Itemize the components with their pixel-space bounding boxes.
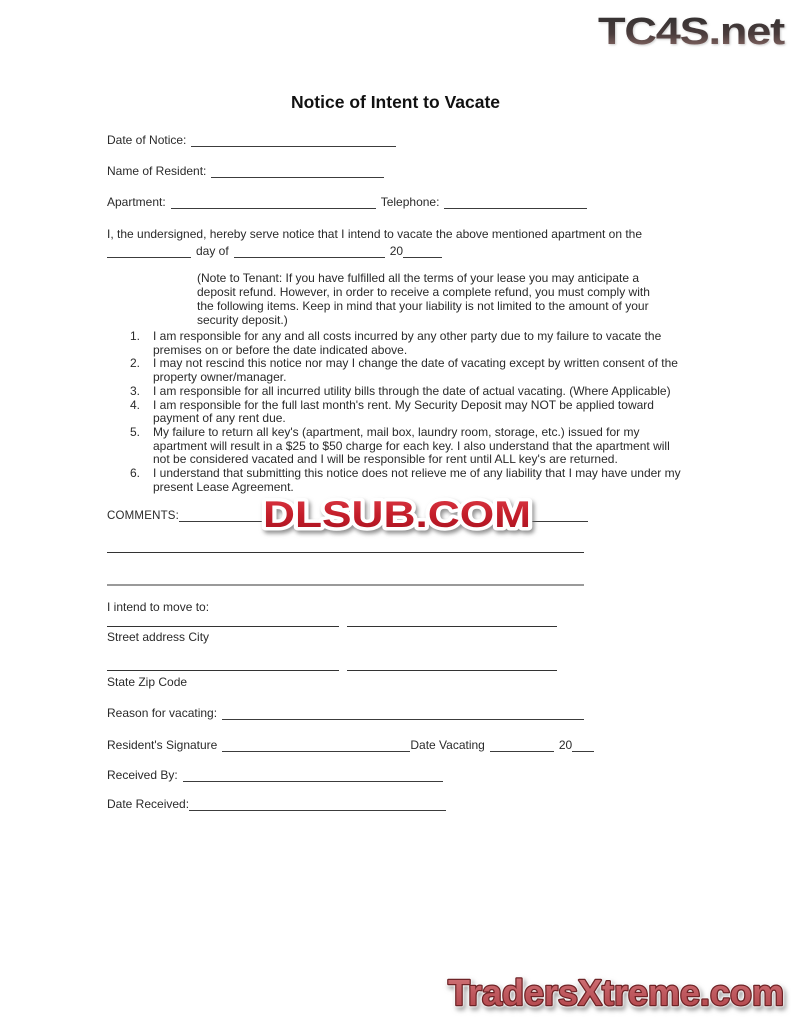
term-text: I may not rescind this notice nor may I change the date of vacating except by written consent of the property owner/manager. bbox=[153, 356, 678, 385]
date-vacating-blank bbox=[490, 738, 554, 752]
signature-row bbox=[107, 738, 594, 753]
telephone-label: Telephone: bbox=[380, 195, 440, 209]
received-by-label: Received By: bbox=[107, 768, 178, 782]
term-item-4 bbox=[130, 399, 688, 426]
intend-move-label: I intend to move to: bbox=[107, 600, 210, 614]
term-number: 5. bbox=[130, 424, 141, 439]
vacate-year-blank bbox=[403, 244, 442, 258]
signature-year-blank bbox=[572, 738, 594, 752]
term-text: I am responsible for the full last month's rent. My Security Deposit may NOT be applied toward payment of any rent due. bbox=[153, 397, 654, 426]
zip-blank bbox=[347, 670, 557, 671]
apartment-label: Apartment: bbox=[107, 195, 166, 209]
city-blank bbox=[347, 626, 557, 627]
intend-move-row bbox=[107, 600, 209, 615]
term-item-5 bbox=[130, 426, 688, 467]
tradersxtreme-logo-text: TradersXtreme.com bbox=[448, 972, 784, 1013]
term-item-2 bbox=[130, 357, 688, 384]
term-text: I am responsible for any and all costs incurred by any other party due to my failure to vacate the premises on or before the date indicated above. bbox=[153, 329, 662, 357]
comments-blank-2 bbox=[107, 552, 584, 553]
intro-paragraph bbox=[107, 226, 707, 260]
name-of-resident-row bbox=[107, 164, 384, 179]
day-of-label: day of bbox=[196, 244, 229, 258]
street-city-caption: Street address City bbox=[107, 630, 210, 644]
intro-line1: I, the undersigned, hereby serve notice that I intend to vacate the above mentioned apartment on the bbox=[107, 227, 643, 241]
term-number: 4. bbox=[130, 397, 141, 412]
term-item-3 bbox=[130, 385, 688, 399]
name-of-resident-blank bbox=[211, 164, 384, 178]
date-of-notice-label: Date of Notice: bbox=[107, 133, 187, 147]
intro-line2 bbox=[107, 243, 707, 260]
tc4s-logo-text: TC4S.net bbox=[598, 11, 786, 53]
date-of-notice-row bbox=[107, 133, 396, 148]
term-item-1 bbox=[130, 330, 688, 357]
reason-blank bbox=[222, 706, 584, 720]
tradersxtreme-logo bbox=[440, 964, 791, 1022]
term-number: 3. bbox=[130, 383, 141, 398]
comments-label: COMMENTS: bbox=[107, 510, 180, 522]
received-by-blank bbox=[183, 768, 443, 782]
signature-label: Resident's Signature bbox=[107, 738, 218, 752]
reason-label: Reason for vacating: bbox=[107, 706, 218, 720]
date-vacating-label: Date Vacating bbox=[410, 738, 485, 752]
comments-blank-3 bbox=[107, 584, 584, 586]
term-text: I am responsible for all incurred utility bills through the date of actual vacating. (Where Applicable) bbox=[153, 383, 671, 398]
vacate-month-blank bbox=[234, 244, 385, 258]
term-number: 2. bbox=[130, 356, 141, 371]
received-by-row bbox=[107, 768, 443, 783]
vacate-day-blank bbox=[107, 244, 191, 258]
date-received-row bbox=[107, 797, 446, 812]
page-title: Notice of Intent to Vacate bbox=[290, 92, 501, 112]
dlsub-watermark bbox=[253, 486, 545, 542]
street-address-blank bbox=[107, 626, 339, 627]
tc4s-logo bbox=[595, 5, 789, 55]
apartment-blank bbox=[171, 195, 376, 209]
date-received-label: Date Received: bbox=[107, 797, 190, 811]
year-prefix: 20 bbox=[389, 244, 404, 258]
dlsub-watermark-text: DLSUB.COM bbox=[263, 494, 531, 535]
date-received-blank bbox=[189, 797, 446, 811]
state-zip-caption: State Zip Code bbox=[107, 675, 188, 689]
signature-year-prefix: 20 bbox=[558, 738, 573, 752]
signature-blank bbox=[222, 738, 410, 752]
apartment-telephone-row bbox=[107, 195, 587, 210]
term-number: 6. bbox=[130, 466, 141, 481]
name-of-resident-label: Name of Resident: bbox=[107, 164, 207, 178]
term-text: I understand that submitting this notice does not relieve me of any liability that I may have under my present Lease Agreement. bbox=[153, 466, 681, 494]
note-to-tenant: (Note to Tenant: If you have fulfilled all the terms of your lease you may anticipate a deposit refund. However, in order to receive a complete refund, you must comply with the following items. Keep in mind that your liability is not limited to the amount of your security deposit.) bbox=[197, 271, 650, 327]
term-text: My failure to return all key's (apartment, mail box, laundry room, storage, etc.) issued for my apartment will result in a $25 to $50 charge for each key. I also understand that the apartment will not be considered vacated and I will be responsible for rent until ALL key's are returned. bbox=[153, 424, 670, 467]
terms-list bbox=[130, 330, 688, 494]
telephone-blank bbox=[444, 195, 587, 209]
term-number: 1. bbox=[130, 329, 141, 343]
reason-row bbox=[107, 706, 584, 721]
date-of-notice-blank bbox=[191, 133, 396, 147]
state-blank bbox=[107, 670, 339, 671]
